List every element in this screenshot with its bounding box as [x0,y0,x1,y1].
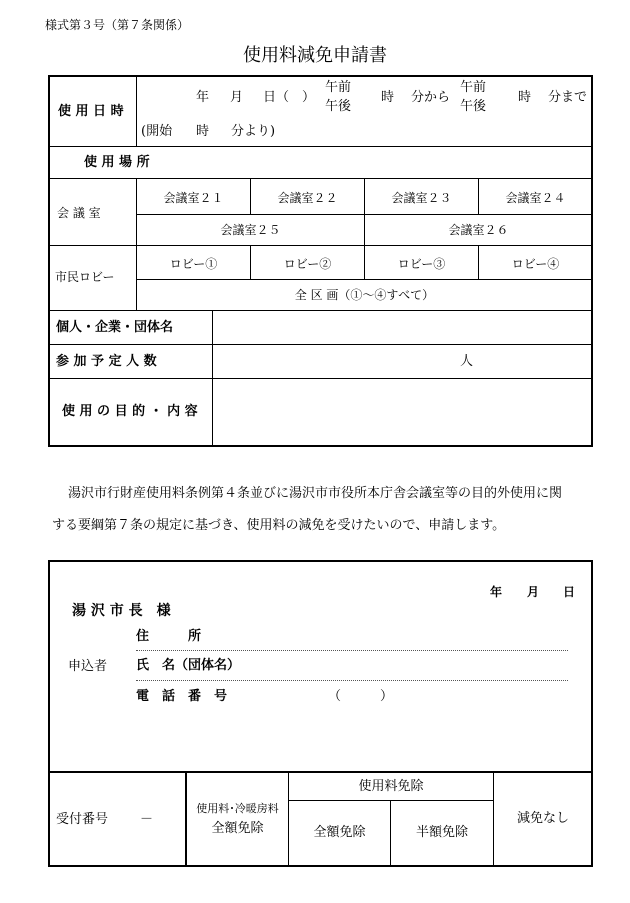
room-21-option[interactable]: 会議室２１ [163,191,224,205]
applicant-label: 申込者 [68,659,108,674]
page-title: 使用料減免申請書 [243,45,387,66]
start-am-option[interactable]: 午前 [325,80,352,95]
opening-start: (開始 [141,124,173,139]
lobby-3-option[interactable]: ロビー③ [397,257,446,271]
usage-day[interactable]: 日（ ） [263,90,316,105]
no-exempt-option[interactable]: 減免なし [516,811,569,826]
full-exempt-option[interactable]: 全額免除 [211,821,264,836]
usage-datetime-label: 使 用 日 時 [58,104,124,119]
receipt-number-label: 受付番号 [56,812,109,827]
applicant-name-field[interactable] [214,312,591,343]
room-25-option[interactable]: 会議室２５ [220,223,281,237]
statement-line-1: 湯沢市行財産使用料条例第４条並びに湯沢市市役所本庁舎会議室等の目的外使用に関 [68,486,563,501]
meeting-room-label: 会 議 室 [57,206,101,220]
purpose-field[interactable] [214,380,591,444]
applicant-name-label: 個人・企業・団体名 [56,320,174,335]
fee-exempt-header: 使用料免除 [358,779,424,794]
start-from: 分から [411,90,451,105]
lobby-label: 市民ロビー [55,270,115,284]
lobby-all-option[interactable]: 全 区 画（①～④すべて） [294,288,435,302]
address-field[interactable] [136,650,568,651]
end-am-option[interactable]: 午前 [460,80,487,95]
phone-field[interactable]: （ ） [328,689,394,704]
usage-year[interactable]: 年 [196,90,210,105]
lobby-4-option[interactable]: ロビー④ [511,257,560,271]
address-label: 住 所 [136,629,202,644]
opening-hour[interactable]: 時 [196,124,210,139]
usage-month[interactable]: 月 [230,90,244,105]
lobby-1-option[interactable]: ロビー① [169,257,218,271]
purpose-label: 使 用 の 目 的 ・ 内 容 [62,404,198,419]
name-label: 氏 名（団体名） [136,658,241,673]
addressee: 湯 沢 市 長 様 [72,603,171,619]
fee-full-exempt-option[interactable]: 全額免除 [313,825,366,840]
date-month: 月 [527,585,540,599]
end-until: 分まで [548,90,588,105]
fee-half-exempt-option[interactable]: 半額免除 [415,825,468,840]
opening-end: 分より) [231,124,276,139]
form-number: 様式第３号（第７条関係） [45,18,190,32]
room-22-option[interactable]: 会議室２２ [277,191,338,205]
usage-place-label: 使 用 場 所 [84,155,150,170]
room-23-option[interactable]: 会議室２３ [391,191,452,205]
participants-label: 参 加 予 定 人 数 [56,354,157,369]
participants-unit: 人 [460,354,474,369]
lobby-2-option[interactable]: ロビー② [283,257,332,271]
full-exempt-line-1: 使用料･冷暖房料 [196,802,279,815]
room-26-option[interactable]: 会議室２６ [448,223,509,237]
name-field[interactable] [136,680,568,681]
date-day: 日 [563,585,576,599]
room-24-option[interactable]: 会議室２４ [505,191,566,205]
statement-line-2: する要綱第７条の規定に基づき、使用料の減免を受けたいので、申請します。 [52,518,506,533]
end-hour[interactable]: 時 [518,90,532,105]
start-hour[interactable]: 時 [381,90,395,105]
phone-label: 電 話 番 号 [136,689,228,704]
date-year: 年 [490,585,503,599]
receipt-number-value[interactable]: － [140,812,154,827]
end-pm-option[interactable]: 午後 [460,99,487,114]
start-pm-option[interactable]: 午後 [325,99,352,114]
